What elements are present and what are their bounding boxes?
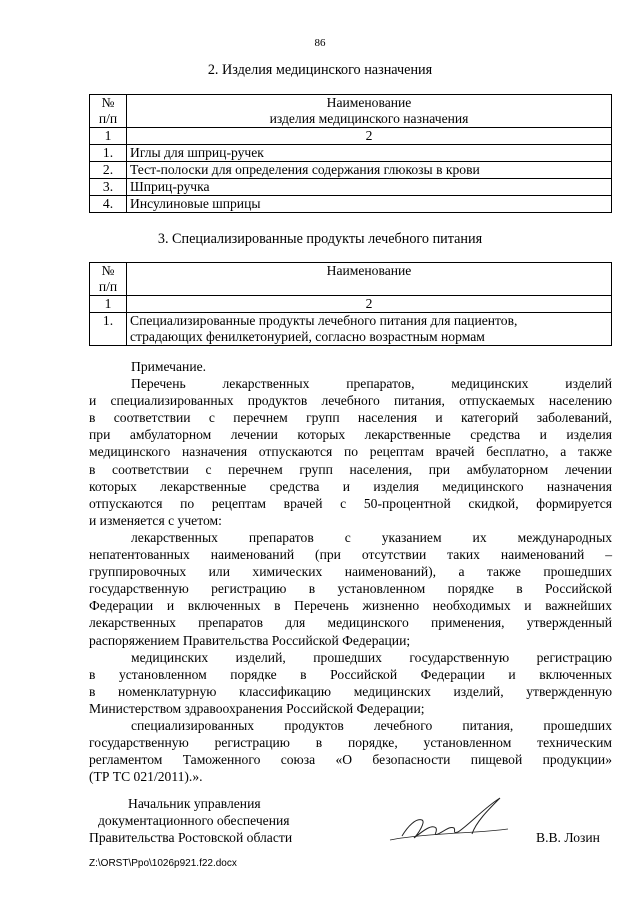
note-line: регламентом Таможенного союза «О безопасности пищевой продукции»	[89, 752, 612, 768]
note-line: Министерством здравоохранения Российской Федерации;	[89, 700, 425, 716]
note-line: лекарственных препаратов с указанием их международных	[131, 529, 612, 545]
column-number-row	[90, 296, 612, 313]
col-number: 2	[127, 296, 612, 313]
table-row	[90, 313, 612, 346]
name-header-line2: изделия медицинского назначения	[269, 111, 469, 126]
note-line: медицинских изделий, прошедших государственную регистрацию	[131, 649, 612, 665]
col-number: 1	[90, 128, 127, 145]
note-line: лекарственных препаратов для медицинского применения, утвержденный	[89, 615, 612, 631]
nutrition-products-table	[89, 262, 612, 346]
table-row	[90, 179, 612, 196]
num-header-line1: №	[101, 95, 115, 110]
signatory-title-line1: Начальник управления	[128, 796, 261, 811]
row-num: 4.	[90, 196, 127, 213]
note-line: государственную регистрацию в порядке, установленном техническим	[89, 735, 612, 751]
row-num: 3.	[90, 179, 127, 196]
row-name	[127, 313, 612, 346]
row-name: Инсулиновые шприцы	[127, 196, 612, 213]
note-line: при амбулаторном лечении которых лекарственные средства и изделия	[89, 427, 612, 443]
note-line: группировочных или химических наименований), а также прошедших	[89, 564, 612, 580]
signatory-title-line3: Правительства Ростовской области	[89, 830, 293, 845]
num-header	[90, 95, 127, 128]
note-line: и специализированных продуктов лечебного питания, отпускаемых населению	[89, 393, 612, 409]
file-path: Z:\ORST\Ppo\1026p921.f22.docx	[89, 858, 237, 869]
row-name: Тест-полоски для определения содержания глюкозы в крови	[127, 162, 612, 179]
table-row	[90, 196, 612, 213]
note-line: Перечень лекарственных препаратов, медицинских изделий	[131, 376, 612, 392]
note-line: (ТР ТС 021/2011).».	[89, 769, 203, 785]
note-line: государственную регистрацию в установленном порядке в Российской	[89, 581, 612, 597]
note-line: специализированных продуктов лечебного питания, прошедших	[131, 717, 612, 733]
page-number: 86	[314, 37, 326, 49]
note-line: в номенклатурную классификацию медицинских изделий, утвержденную	[89, 683, 612, 699]
row-num: 2.	[90, 162, 127, 179]
note-line: отпускаются по рецептам врачей с 50-процентной скидкой, формируется	[89, 495, 612, 511]
note-line: и изменяется с учетом:	[89, 512, 222, 528]
num-header-line2: п/п	[98, 111, 118, 126]
col-number: 1	[90, 296, 127, 313]
name-header: Наименование	[127, 263, 612, 296]
note-heading: Примечание.	[131, 359, 207, 374]
handwritten-signature	[380, 790, 515, 855]
note-line: Федерации и включенных в Перечень жизненно необходимых и важнейших	[89, 598, 612, 614]
row-name: Иглы для шприц-ручек	[127, 145, 612, 162]
medical-devices-table	[89, 94, 612, 213]
num-header-line2: п/п	[98, 279, 118, 294]
row-name-line1: Специализированные продукты лечебного питания для пациентов,	[130, 313, 518, 328]
num-header	[90, 263, 127, 296]
table-header-row	[90, 95, 612, 128]
note-block	[89, 358, 612, 785]
signatory-name: В.В. Лозин	[536, 830, 600, 845]
signatory-title-line2: документационного обеспечения	[98, 813, 290, 828]
note-line: в соответствии с перечнем групп населения, при амбулаторном лечении	[89, 461, 612, 477]
table-header-row	[90, 263, 612, 296]
num-header-line1: №	[101, 263, 115, 278]
row-name: Шприц-ручка	[127, 179, 612, 196]
table-row	[90, 145, 612, 162]
section2-title: 2. Изделия медицинского назначения	[207, 62, 433, 78]
row-num: 1.	[90, 313, 127, 346]
name-header-line1: Наименование	[326, 95, 412, 110]
note-line: которых лекарственные средства и изделия медицинского назначения	[89, 478, 612, 494]
table-row	[90, 162, 612, 179]
note-line: непатентованных наименований (при отсутствии таких наименований –	[89, 547, 612, 563]
row-num: 1.	[90, 145, 127, 162]
note-line: в установленном порядке в Российской Федерации и включенных	[89, 666, 612, 682]
column-number-row	[90, 128, 612, 145]
col-number: 2	[127, 128, 612, 145]
note-line: в соответствии с перечнем групп населения и категорий заболеваний,	[89, 410, 612, 426]
section3-title: 3. Специализированные продукты лечебного питания	[157, 231, 483, 247]
row-name-line2: страдающих фенилкетонурией, согласно возрастным нормам	[130, 329, 485, 344]
name-header	[127, 95, 612, 128]
note-line: распоряжением Правительства Российской Федерации;	[89, 632, 411, 648]
note-line: медицинского назначения отпускаются по рецептам врачей бесплатно, а также	[89, 444, 612, 460]
